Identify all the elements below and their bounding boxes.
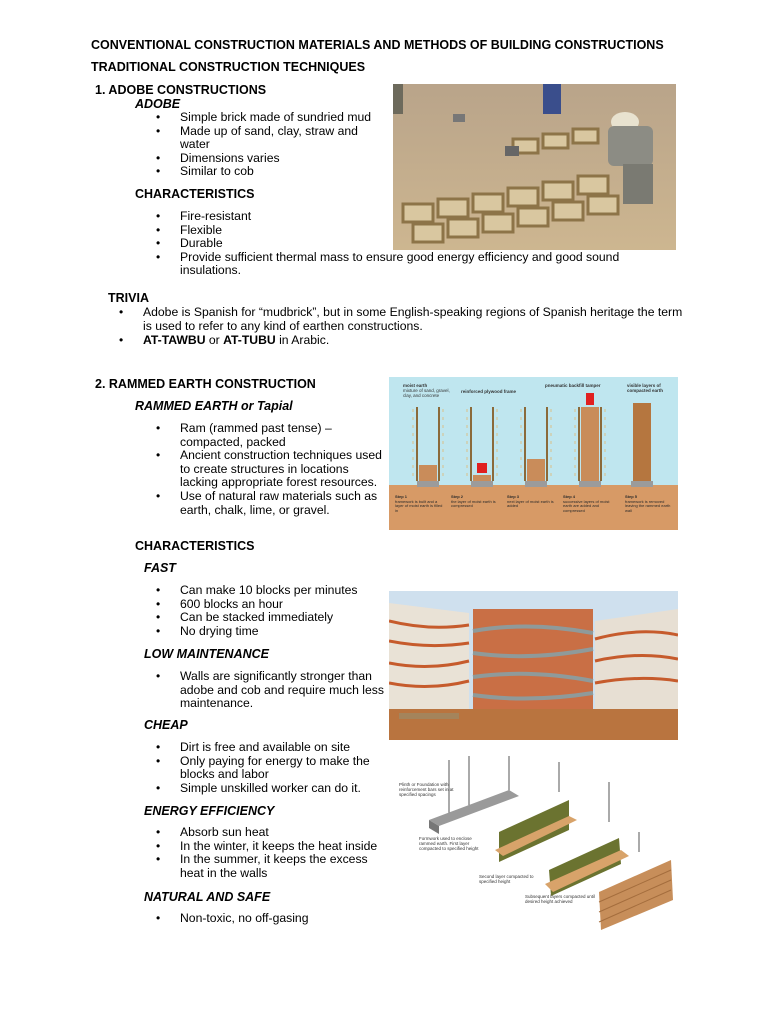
list-item: • Can be stacked immediately <box>180 611 390 625</box>
low-maintenance-list <box>180 670 385 711</box>
diagram-label: Subsequent layers compacted until desired height achieved <box>525 894 596 904</box>
adobe-brickmaking-photo <box>393 84 676 250</box>
list-item: • Walls are significantly stronger than adobe and cob and require much less maintenance. <box>180 670 385 711</box>
energy-efficiency-heading: ENERGY EFFICIENCY <box>144 804 275 818</box>
list-item: • 600 blocks an hour <box>180 598 390 612</box>
adobe-subheading: ADOBE <box>135 97 181 111</box>
list-item: • Provide sufficient thermal mass to ensure good energy efficiency and good sound insulations. <box>180 251 660 278</box>
trivia-list <box>143 306 683 348</box>
step-text: framework is built and a layer of moist earth is filled in <box>395 498 443 513</box>
list-item: • Simple unskilled worker can do it. <box>180 782 385 796</box>
rammed-earth-heading: 2. RAMMED EARTH CONSTRUCTION <box>95 377 316 391</box>
list-item: • Ancient construction techniques used to create structures in locations lacking appropriate forest resources. <box>180 449 385 490</box>
list-item: • Non-toxic, no off-gasing <box>180 912 390 926</box>
energy-efficiency-list <box>180 826 392 880</box>
step-title: Step 2 <box>451 494 464 499</box>
list-item: • Flexible <box>180 224 660 238</box>
term-at-tubu: AT-TUBU <box>223 333 276 348</box>
list-item: • Simple brick made of sundried mud <box>180 111 390 125</box>
list-item: • Ram (rammed past tense) – compacted, packed <box>180 422 385 449</box>
step-text: next layer of moist earth is added <box>507 498 554 509</box>
step-title: Step 1 <box>395 494 408 499</box>
step-title: Step 3 <box>507 494 520 499</box>
rammed-earth-steps-diagram <box>389 377 678 530</box>
rammed-earth-subheading: RAMMED EARTH or Tapial <box>135 399 293 413</box>
rammed-earth-list <box>180 422 385 517</box>
fast-list <box>180 584 390 638</box>
adobe-heading: 1. ADOBE CONSTRUCTIONS <box>95 83 267 97</box>
list-item: • Fire-resistant <box>180 210 660 224</box>
low-maintenance-heading: LOW MAINTENANCE <box>144 647 269 661</box>
fast-heading: FAST <box>144 561 176 575</box>
list-item: • Absorb sun heat <box>180 826 392 840</box>
list-item: • Dimensions varies <box>180 152 390 166</box>
diagram-label: Second layer compacted to specified height <box>479 874 534 884</box>
list-item: • No drying time <box>180 625 390 639</box>
diagram-label: mixture of sand, gravel, clay, and concrete <box>403 388 450 398</box>
list-item: • In the winter, it keeps the heat inside <box>180 840 392 854</box>
natural-safe-heading: NATURAL AND SAFE <box>144 890 271 904</box>
step-text: framework is removed leaving the rammed earth wall <box>625 498 671 513</box>
list-item: • Durable <box>180 237 660 251</box>
rammed-characteristics-heading: CHARACTERISTICS <box>135 539 255 553</box>
list-item: • Can make 10 blocks per minutes <box>180 584 390 598</box>
diagram-label: reinforced plywood frame <box>461 389 517 394</box>
list-item: • Only paying for energy to make the blocks and labor <box>180 755 385 782</box>
diagram-label: moist earth <box>403 383 428 388</box>
step-title: Step 5 <box>625 494 638 499</box>
list-item: • Similar to cob <box>180 165 390 179</box>
adobe-characteristics-heading: CHARACTERISTICS <box>135 187 255 201</box>
diagram-label: visible layers of compacted earth <box>627 383 664 393</box>
diagram-label: Plinth or Foundation with reinforcement bars set in at specified spacings <box>399 782 454 797</box>
list-item <box>143 334 683 348</box>
rammed-earth-formwork-diagram <box>389 752 678 930</box>
list-item: • Dirt is free and available on site <box>180 741 385 755</box>
step-text: the layer of moist earth is compressed <box>451 498 496 509</box>
adobe-list <box>180 111 390 179</box>
list-item: • In the summer, it keeps the excess heat in the walls <box>180 853 392 880</box>
cheap-heading: CHEAP <box>144 718 188 732</box>
step-text: successive layers of moist earth are added and compressed <box>563 498 610 513</box>
list-item: • Made up of sand, clay, straw and water <box>180 125 390 152</box>
list-item: • Use of natural raw materials such as earth, chalk, lime, or gravel. <box>180 490 385 517</box>
trivia-heading: TRIVIA <box>108 291 149 305</box>
diagram-label: Formwork used to enclose rammed earth. First layer compacted to specified height <box>419 836 479 851</box>
page-subtitle: TRADITIONAL CONSTRUCTION TECHNIQUES <box>91 60 366 74</box>
list-item: • Adobe is Spanish for “mudbrick”, but in some English-speaking regions of Spanish heritage the term is used to refer to any kind of earthen constructions. <box>143 306 683 333</box>
trailing-text: in Arabic. <box>275 333 330 348</box>
natural-safe-list <box>180 912 390 926</box>
rammed-earth-wall-photo <box>389 591 678 740</box>
step-title: Step 4 <box>563 494 576 499</box>
page-title: CONVENTIONAL CONSTRUCTION MATERIALS AND METHODS OF BUILDING CONSTRUCTIONS <box>91 38 664 52</box>
diagram-label: pneumatic backfill tamper <box>545 383 601 388</box>
term-at-tawbu: AT-TAWBU <box>143 333 206 348</box>
connector-text: or <box>205 333 224 348</box>
cheap-list <box>180 741 385 795</box>
